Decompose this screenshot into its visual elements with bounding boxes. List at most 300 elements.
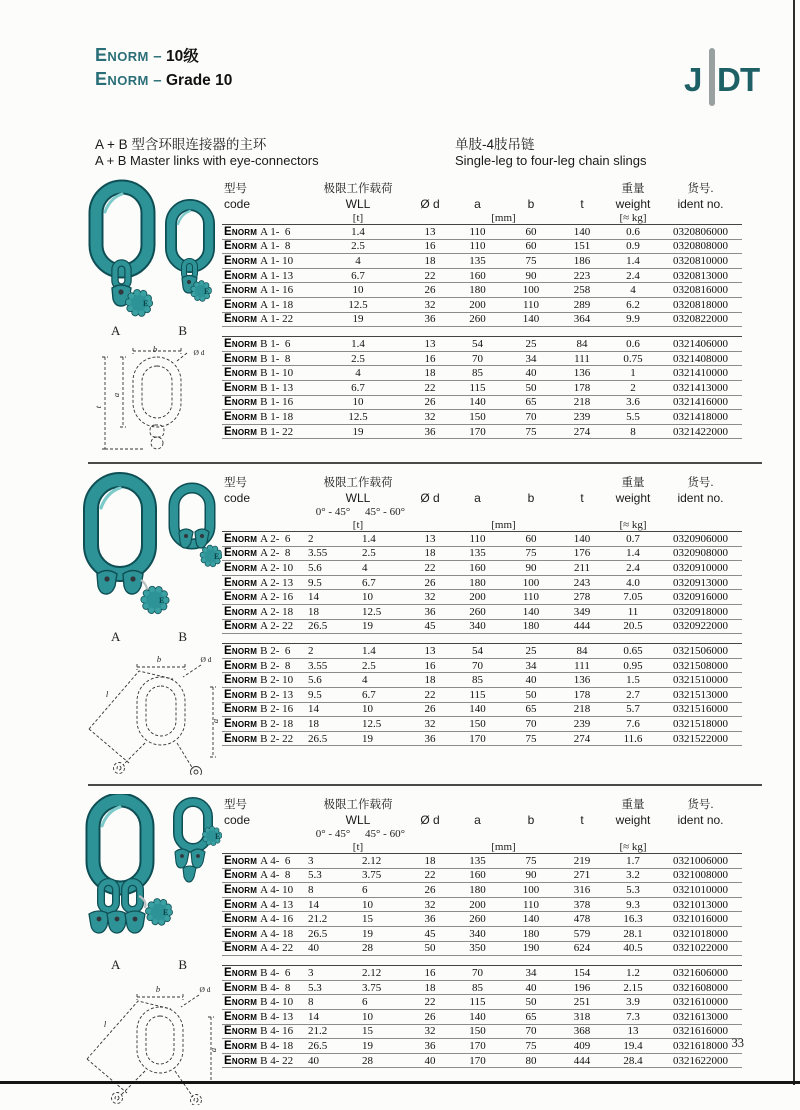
product-code	[222, 731, 306, 746]
dim-a: 70	[450, 966, 505, 981]
spec-table-b4	[222, 965, 742, 1068]
dim-b: 100	[505, 283, 557, 298]
logo-letter-t: T	[740, 61, 760, 98]
brand-mark: Enorm	[224, 1054, 258, 1067]
wll-0-45: 2	[306, 644, 360, 659]
col-header-code: code	[224, 490, 251, 505]
dim-b: 180	[505, 926, 557, 941]
wll-45-60: 10	[360, 590, 410, 605]
ident-no: 0321006000	[659, 854, 742, 869]
diameter-d: 22	[410, 995, 450, 1010]
col-header-code-cn: 型号	[224, 183, 247, 195]
diameter-d: 32	[410, 717, 450, 732]
table-row	[222, 283, 742, 298]
code-number: B 4- 16	[260, 1025, 294, 1038]
wll-0-45: 26.5	[306, 1039, 360, 1054]
product-code	[222, 1024, 306, 1039]
dim-a: 115	[450, 995, 505, 1010]
diameter-d: 26	[410, 1009, 450, 1024]
dim-t: 274	[557, 731, 607, 746]
ident-no: 0320906000	[659, 532, 742, 547]
brand-mark: Enorm	[224, 313, 258, 326]
wll-value: 6.7	[306, 380, 410, 395]
weight-value: 16.3	[607, 912, 659, 927]
table-row	[222, 673, 742, 688]
dim-label-t: t	[93, 405, 103, 409]
col-header-weight: weight	[615, 812, 651, 827]
page-edge-bottom	[0, 1081, 800, 1084]
product-code	[222, 395, 306, 410]
wll-0-45: 5.6	[306, 673, 360, 688]
brand-tag-a	[129, 293, 150, 314]
spec-table-a4	[222, 794, 742, 956]
wll-0-45: 14	[306, 1009, 360, 1024]
product-code	[222, 1053, 306, 1068]
weight-value: 4.0	[607, 575, 659, 590]
diameter-d: 26	[410, 283, 450, 298]
diameter-d: 13	[410, 337, 450, 352]
wll-45-60: 12.5	[360, 604, 410, 619]
code-number: B 1- 13	[260, 381, 294, 394]
col-header-a: a	[474, 196, 481, 211]
diameter-d: 40	[410, 1053, 450, 1068]
master-link-b	[175, 802, 208, 882]
dim-a: 85	[450, 980, 505, 995]
dim-a: 115	[450, 687, 505, 702]
brand-mark: Enorm	[224, 644, 258, 657]
page-title	[95, 44, 232, 92]
col-header-weight: weight	[615, 490, 651, 505]
diameter-d: 22	[410, 868, 450, 883]
dim-a: 110	[450, 225, 505, 240]
dim-b: 60	[505, 532, 557, 547]
unit-kg: [≈ kg]	[619, 840, 647, 853]
brand-mark: Enorm	[224, 240, 258, 253]
wll-45-60: 4	[360, 673, 410, 688]
code-number: A 2- 18	[260, 605, 294, 618]
col-header-weight-cn: 重量	[621, 183, 645, 195]
diameter-d: 16	[410, 658, 450, 673]
col-header-code: code	[224, 812, 251, 827]
dim-a: 85	[450, 673, 505, 688]
figures-single-leg	[75, 178, 222, 458]
wll-0-45: 40	[306, 1053, 360, 1068]
dim-label-a: a	[208, 1047, 218, 1053]
wll-0-45: 8	[306, 995, 360, 1010]
page-edge-right	[793, 0, 795, 1085]
dim-t: 274	[557, 424, 607, 439]
diameter-d: 36	[410, 424, 450, 439]
dim-t: 368	[557, 1024, 607, 1039]
angle-range-1: 0° - 45°	[315, 505, 351, 518]
wll-value: 6.7	[306, 268, 410, 283]
figure-label-a: A	[111, 323, 121, 338]
weight-value: 2.7	[607, 687, 659, 702]
dim-t: 239	[557, 410, 607, 425]
code-number: B 1- 18	[260, 410, 294, 423]
table-row	[222, 868, 742, 883]
tables-single-leg	[222, 178, 742, 439]
weight-value: 19.4	[607, 1039, 659, 1054]
diameter-d: 18	[410, 546, 450, 561]
wll-0-45: 14	[306, 702, 360, 717]
diameter-d: 26	[410, 575, 450, 590]
brand-mark: Enorm	[224, 532, 258, 545]
master-link-a	[96, 187, 148, 306]
code-number: A 4- 6	[260, 854, 291, 867]
brand-mark: Enorm	[224, 854, 258, 867]
table-row	[222, 658, 742, 673]
weight-value: 1.2	[607, 966, 659, 981]
table-row	[222, 687, 742, 702]
dim-a: 54	[450, 337, 505, 352]
dim-label-a: a	[210, 718, 220, 724]
table-row	[222, 854, 742, 869]
dim-t: 478	[557, 912, 607, 927]
code-number: B 4- 6	[260, 966, 291, 979]
ident-no: 0321613000	[659, 1009, 742, 1024]
col-header-ident-cn: 货号.	[687, 799, 714, 811]
weight-value: 0.9	[607, 239, 659, 254]
dim-b: 60	[505, 225, 557, 240]
dim-b: 25	[505, 644, 557, 659]
ident-no: 0321422000	[659, 424, 742, 439]
dim-a: 260	[450, 312, 505, 327]
table-row	[222, 254, 742, 269]
brand-mark: Enorm	[224, 996, 258, 1009]
ident-no: 0321413000	[659, 380, 742, 395]
product-code	[222, 644, 306, 659]
code-number: B 4- 18	[260, 1039, 294, 1052]
diameter-d: 22	[410, 380, 450, 395]
wll-value: 4	[306, 254, 410, 269]
diameter-d: 32	[410, 1024, 450, 1039]
dim-t: 218	[557, 702, 607, 717]
page-number: 33	[731, 1036, 744, 1050]
grade-en: Grade 10	[165, 72, 233, 89]
code-number: B 1- 16	[260, 396, 294, 409]
brand-mark: Enorm	[224, 1010, 258, 1023]
col-header-wll-cn: 极限工作载荷	[323, 477, 393, 489]
brand-mark: Enorm	[224, 620, 258, 633]
dim-b: 40	[505, 366, 557, 381]
col-header-wll: WLL	[345, 812, 371, 827]
wll-value: 12.5	[306, 410, 410, 425]
wll-45-60: 28	[360, 941, 410, 956]
dim-t: 218	[557, 395, 607, 410]
weight-value: 28.4	[607, 1053, 659, 1068]
wll-45-60: 10	[360, 897, 410, 912]
col-header-d: Ø d	[420, 812, 440, 827]
dim-b: 75	[505, 1039, 557, 1054]
brand-mark: Enorm	[224, 576, 258, 589]
ident-no: 0321606000	[659, 966, 742, 981]
dim-b: 75	[505, 854, 557, 869]
diameter-d: 13	[410, 532, 450, 547]
figure-labels	[75, 629, 222, 645]
brand-tag-b	[193, 283, 209, 299]
wll-value: 19	[306, 312, 410, 327]
table-row	[222, 1024, 742, 1039]
wll-45-60: 19	[360, 1039, 410, 1054]
intro-block	[95, 137, 760, 168]
product-code	[222, 575, 306, 590]
dim-b: 40	[505, 980, 557, 995]
code-number: B 2- 18	[260, 717, 294, 730]
weight-value: 1.4	[607, 546, 659, 561]
master-link-b	[171, 205, 209, 293]
dim-label-d: Ø d	[199, 985, 211, 994]
dim-a: 150	[450, 410, 505, 425]
table-row	[222, 644, 742, 659]
weight-value: 6.2	[607, 297, 659, 312]
product-code	[222, 868, 306, 883]
wll-0-45: 2	[306, 532, 360, 547]
weight-value: 28.1	[607, 926, 659, 941]
title-dash: –	[153, 48, 162, 65]
dim-b: 90	[505, 268, 557, 283]
dim-label-d: Ø d	[200, 655, 212, 664]
dim-a: 135	[450, 546, 505, 561]
ident-no: 0321508000	[659, 658, 742, 673]
col-header-ident: ident no.	[677, 490, 724, 505]
dim-a: 140	[450, 702, 505, 717]
code-number: A 4- 10	[260, 883, 294, 896]
product-code	[222, 297, 306, 312]
wll-45-60: 6.7	[360, 687, 410, 702]
diameter-d: 16	[410, 966, 450, 981]
product-code	[222, 561, 306, 576]
table-row	[222, 268, 742, 283]
diameter-d: 36	[410, 1039, 450, 1054]
table-row	[222, 604, 742, 619]
col-header-b: b	[527, 490, 535, 505]
col-header-ident-cn: 货号.	[687, 183, 714, 195]
dim-b: 110	[505, 590, 557, 605]
ident-no: 0321610000	[659, 995, 742, 1010]
weight-value: 4	[607, 283, 659, 298]
figure-label-a: A	[111, 957, 121, 972]
diameter-d: 22	[410, 561, 450, 576]
weight-value: 1	[607, 366, 659, 381]
code-number: A 2- 10	[260, 561, 294, 574]
dim-a: 340	[450, 926, 505, 941]
diameter-d: 18	[410, 254, 450, 269]
table-row	[222, 312, 742, 327]
diameter-d: 18	[410, 366, 450, 381]
brand-mark: Enorm	[224, 717, 258, 730]
wll-0-45: 3	[306, 854, 360, 869]
dim-label-l: l	[105, 689, 109, 699]
code-number: A 4- 8	[260, 869, 291, 882]
dim-t: 239	[557, 717, 607, 732]
table-row	[222, 532, 742, 547]
ident-no: 0320910000	[659, 561, 742, 576]
product-code	[222, 424, 306, 439]
col-header-b: b	[527, 812, 535, 827]
dim-b: 70	[505, 410, 557, 425]
code-number: A 4- 22	[260, 942, 294, 955]
brand-mark: Enorm	[224, 337, 258, 350]
unit-kg: [≈ kg]	[619, 211, 647, 224]
wll-0-45: 9.5	[306, 575, 360, 590]
brand-mark: Enorm	[224, 942, 258, 955]
ident-no: 0321616000	[659, 1024, 742, 1039]
col-header-wll-cn: 极限工作载荷	[323, 799, 393, 811]
spec-table-b1	[222, 336, 742, 439]
dim-t: 140	[557, 532, 607, 547]
weight-value: 2.15	[607, 980, 659, 995]
product-code	[222, 239, 306, 254]
code-number: B 2- 8	[260, 659, 291, 672]
col-header-t: t	[580, 196, 584, 211]
code-number: A 1- 13	[260, 269, 294, 282]
ident-no: 0320806000	[659, 225, 742, 240]
svg-text:E: E	[204, 287, 210, 296]
brand-mark: Enorm	[224, 410, 258, 423]
code-number: B 4- 8	[260, 981, 291, 994]
dim-b: 50	[505, 380, 557, 395]
brand-mark: Enorm	[224, 254, 258, 267]
wll-45-60: 4	[360, 561, 410, 576]
page-header	[0, 0, 800, 117]
dim-a: 54	[450, 644, 505, 659]
weight-value: 0.95	[607, 658, 659, 673]
weight-value: 7.3	[607, 1009, 659, 1024]
dim-t: 223	[557, 268, 607, 283]
product-code	[222, 658, 306, 673]
dim-t: 409	[557, 1039, 607, 1054]
diameter-d: 45	[410, 619, 450, 634]
product-code	[222, 926, 306, 941]
dim-b: 110	[505, 897, 557, 912]
dim-a: 260	[450, 604, 505, 619]
wll-45-60: 6	[360, 883, 410, 898]
product-code	[222, 717, 306, 732]
unit-mm: [mm]	[491, 211, 516, 224]
ident-no: 0321416000	[659, 395, 742, 410]
wll-0-45: 18	[306, 604, 360, 619]
wll-value: 1.4	[306, 337, 410, 352]
dim-b: 180	[505, 619, 557, 634]
product-code	[222, 966, 306, 981]
ident-no: 0321018000	[659, 926, 742, 941]
table-row	[222, 926, 742, 941]
wll-0-45: 14	[306, 897, 360, 912]
product-code	[222, 883, 306, 898]
code-number: B 4- 13	[260, 1010, 294, 1023]
table-row	[222, 1009, 742, 1024]
diameter-d: 26	[410, 702, 450, 717]
intro-right-en: Single-leg to four-leg chain slings	[455, 152, 647, 168]
wll-45-60: 2.12	[360, 854, 410, 869]
code-number: A 1- 6	[260, 225, 291, 238]
code-number: B 2- 16	[260, 703, 294, 716]
ident-no: 0321008000	[659, 868, 742, 883]
weight-value: 8	[607, 424, 659, 439]
col-header-d: Ø d	[420, 196, 440, 211]
wll-0-45: 21.2	[306, 912, 360, 927]
dim-t: 178	[557, 380, 607, 395]
code-number: A 1- 8	[260, 240, 291, 253]
dim-t: 349	[557, 604, 607, 619]
wll-45-60: 19	[360, 926, 410, 941]
diameter-d: 32	[410, 410, 450, 425]
diameter-d: 36	[410, 604, 450, 619]
code-number: A 4- 16	[260, 913, 294, 926]
table-row	[222, 717, 742, 732]
dim-a: 180	[450, 575, 505, 590]
svg-text:E: E	[159, 596, 165, 605]
wll-45-60: 2.12	[360, 966, 410, 981]
figure-label-b: B	[178, 323, 188, 338]
code-number: A 2- 6	[260, 532, 291, 545]
weight-value: 3.6	[607, 395, 659, 410]
jdt-logo	[668, 46, 760, 117]
wll-45-60: 10	[360, 1009, 410, 1024]
weight-value: 2.4	[607, 561, 659, 576]
diameter-d: 32	[410, 297, 450, 312]
dim-label-b: b	[156, 654, 162, 664]
brand-mark: Enorm	[224, 352, 258, 365]
ident-no: 0321608000	[659, 980, 742, 995]
dim-a: 135	[450, 254, 505, 269]
dimension-diagram-four-leg	[75, 979, 222, 1105]
wll-0-45: 26.5	[306, 926, 360, 941]
wll-value: 4	[306, 366, 410, 381]
table-row	[222, 575, 742, 590]
dim-a: 150	[450, 717, 505, 732]
unit-mm: [mm]	[491, 840, 516, 853]
dim-b: 40	[505, 673, 557, 688]
wll-value: 12.5	[306, 297, 410, 312]
product-code	[222, 351, 306, 366]
dim-b: 80	[505, 1053, 557, 1068]
weight-value: 0.6	[607, 225, 659, 240]
code-number: B 2- 22	[260, 732, 294, 745]
col-header-wll: WLL	[345, 196, 371, 211]
ident-no: 0320816000	[659, 283, 742, 298]
dim-b: 34	[505, 966, 557, 981]
dim-t: 289	[557, 297, 607, 312]
dim-t: 258	[557, 283, 607, 298]
product-code	[222, 619, 306, 634]
dim-t: 111	[557, 351, 607, 366]
section-two-leg	[75, 472, 762, 780]
brand-mark: Enorm	[224, 981, 258, 994]
svg-text:E: E	[214, 552, 220, 561]
wll-0-45: 18	[306, 717, 360, 732]
brand-mark: Enorm	[224, 927, 258, 940]
wll-45-60: 12.5	[360, 717, 410, 732]
col-header-a: a	[474, 490, 481, 505]
table-row	[222, 941, 742, 956]
table-row	[222, 1053, 742, 1068]
wll-45-60: 6.7	[360, 575, 410, 590]
dim-b: 100	[505, 575, 557, 590]
spec-table-a1	[222, 178, 742, 327]
product-code	[222, 897, 306, 912]
dim-a: 160	[450, 561, 505, 576]
ident-no: 0321418000	[659, 410, 742, 425]
brand-mark: Enorm	[224, 591, 258, 604]
weight-value: 20.5	[607, 619, 659, 634]
brand-mark: Enorm	[224, 367, 258, 380]
code-number: A 2- 16	[260, 591, 294, 604]
code-number: B 1- 6	[260, 337, 291, 350]
unit-mm: [mm]	[491, 518, 516, 531]
brand-mark: Enorm	[224, 396, 258, 409]
